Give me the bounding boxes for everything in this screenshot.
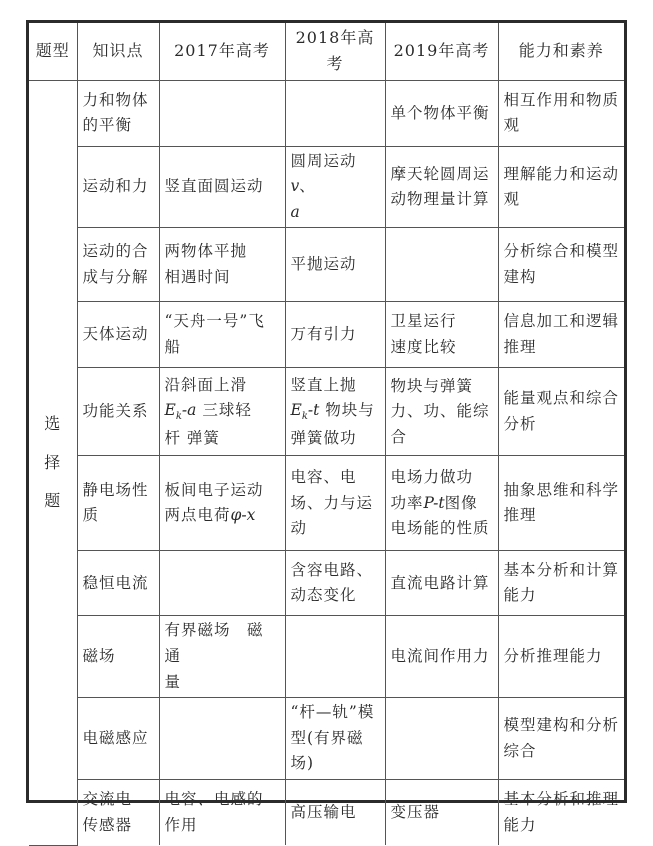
table-row [29, 456, 624, 551]
topic-cell: 力和物体的平衡 [77, 80, 159, 146]
y2018-cell: 万有引力 [285, 302, 385, 368]
y2019-cell: 直流电路计算 [385, 551, 498, 616]
table-row [29, 228, 624, 302]
y2018-cell: 高压输电 [285, 779, 385, 845]
y2019-cell: 单个物体平衡 [385, 80, 498, 146]
topic-cell: 电磁感应 [77, 698, 159, 780]
y2019-cell: 电场力做功 功率P-t图像 电场能的性质 [385, 456, 498, 551]
ability-cell: 基本分析和推理能力 [498, 779, 624, 845]
y2019-cell: 摩天轮圆周运 动物理量计算 [385, 146, 498, 228]
y2017-cell [159, 551, 285, 616]
table-row [29, 616, 624, 698]
topic-cell: 磁场 [77, 616, 159, 698]
header-2019-exam: 2019年高考 [385, 23, 498, 80]
y2017-cell: 板间电子运动 两点电荷φ-x [159, 456, 285, 551]
exam-knowledge-table [29, 23, 624, 846]
ability-cell: 模型建构和分析综合 [498, 698, 624, 780]
y2019-cell [385, 698, 498, 780]
header-ability: 能力和素养 [498, 23, 624, 80]
y2017-cell: 两物体平抛 相遇时间 [159, 228, 285, 302]
topic-cell: 静电场性质 [77, 456, 159, 551]
topic-cell: 运动和力 [77, 146, 159, 228]
table-row [29, 368, 624, 456]
ability-cell: 分析推理能力 [498, 616, 624, 698]
y2017-cell: 电容、电感的作用 [159, 779, 285, 845]
header-knowledge-point: 知识点 [77, 23, 159, 80]
y2018-cell [285, 616, 385, 698]
y2017-cell: 有界磁场 磁通 量 [159, 616, 285, 698]
y2019-cell: 卫星运行 速度比较 [385, 302, 498, 368]
y2017-cell: 竖直面圆运动 [159, 146, 285, 228]
topic-cell: 功能关系 [77, 368, 159, 456]
ability-cell: 抽象思维和科学推理 [498, 456, 624, 551]
topic-cell: 运动的合 成与分解 [77, 228, 159, 302]
y2018-cell: “杆—轨”模 型(有界磁场) [285, 698, 385, 780]
ability-cell: 能量观点和综合分析 [498, 368, 624, 456]
header-row [29, 23, 624, 80]
question-type-cell [29, 80, 77, 845]
header-2018-exam: 2018年高考 [285, 23, 385, 80]
table-row [29, 551, 624, 616]
y2018-cell: 竖直上抛 $E_k-t$ 物块与 弹簧做功 [285, 368, 385, 456]
ability-cell: 信息加工和逻辑推理 [498, 302, 624, 368]
topic-cell: 天体运动 [77, 302, 159, 368]
table-row [29, 779, 624, 845]
header-question-type: 题型 [29, 23, 77, 80]
y2018-cell: 平抛运动 [285, 228, 385, 302]
table-row [29, 302, 624, 368]
y2018-cell: 圆周运动v、 a [285, 146, 385, 228]
ability-cell: 分析综合和模型建构 [498, 228, 624, 302]
y2018-cell: 含容电路、动态变化 [285, 551, 385, 616]
header-2017-exam: 2017年高考 [159, 23, 285, 80]
y2018-cell [285, 80, 385, 146]
ability-cell: 相互作用和物质观 [498, 80, 624, 146]
y2019-cell: 物块与弹簧 力、功、能综合 [385, 368, 498, 456]
topic-cell: 交流电 传感器 [77, 779, 159, 845]
y2019-cell: 变压器 [385, 779, 498, 845]
y2018-cell: 电容、电场、力与运动 [285, 456, 385, 551]
ability-cell: 理解能力和运动观 [498, 146, 624, 228]
table-row [29, 146, 624, 228]
y2017-cell [159, 80, 285, 146]
table-row [29, 80, 624, 146]
topic-cell: 稳恒电流 [77, 551, 159, 616]
table-row [29, 698, 624, 780]
knowledge-table-container [26, 20, 627, 834]
question-type-char: 选 [44, 414, 62, 434]
question-type-char: 题 [44, 491, 62, 510]
y2017-cell [159, 698, 285, 780]
y2019-cell: 电流间作用力 [385, 616, 498, 698]
question-type-char: 择 [44, 452, 62, 472]
y2017-cell: 沿斜面上滑 $E_k-a$ 三球轻 杆 弹簧 [159, 368, 285, 456]
ability-cell: 基本分析和计算能力 [498, 551, 624, 616]
y2017-cell: “天舟一号”飞船 [159, 302, 285, 368]
y2019-cell [385, 228, 498, 302]
